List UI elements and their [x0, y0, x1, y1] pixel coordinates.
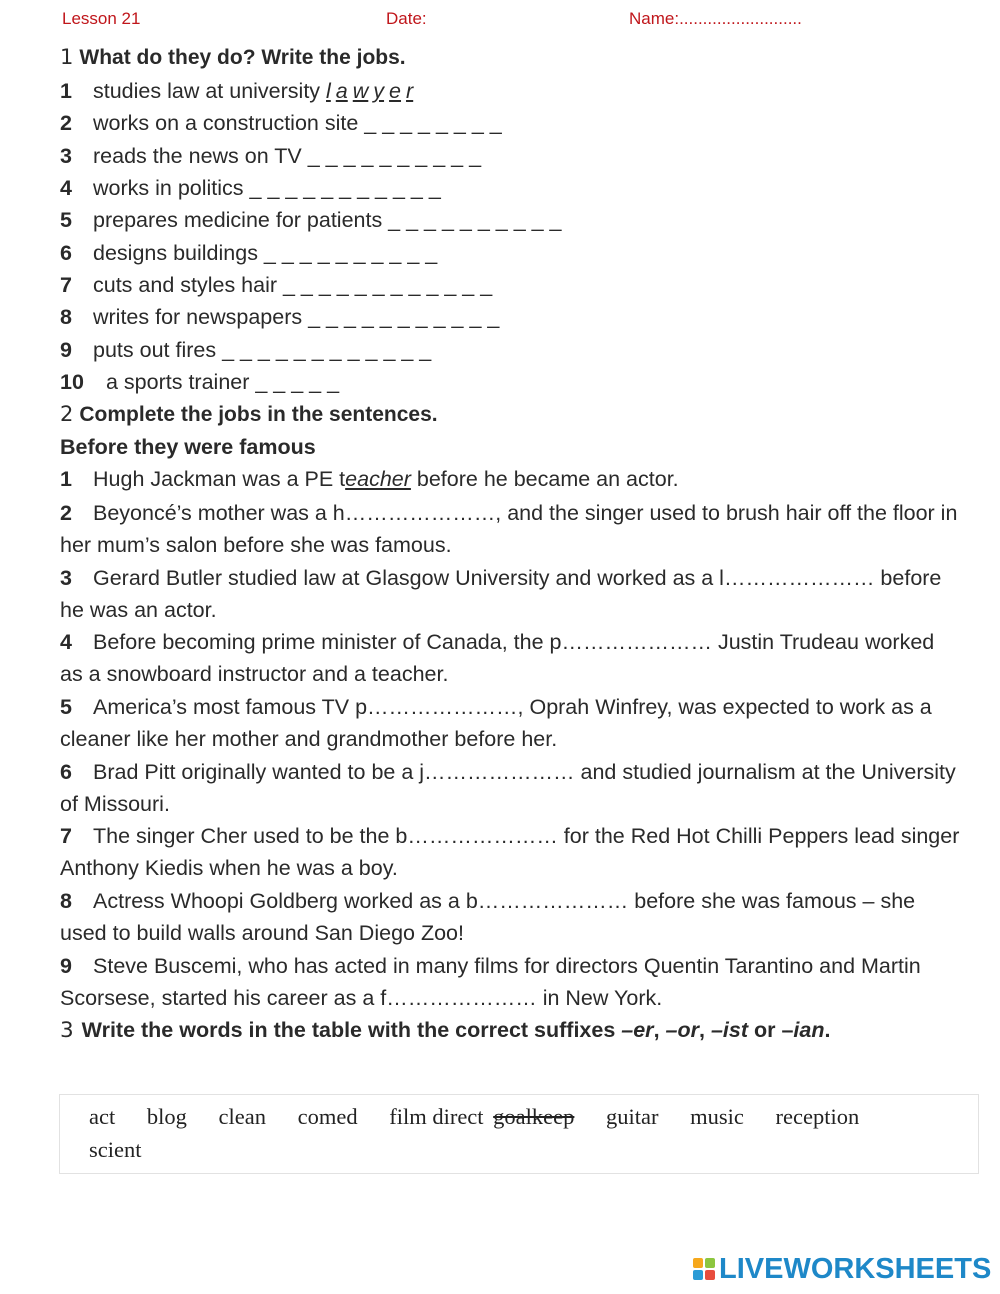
sentence-item[interactable] — [60, 756, 960, 821]
item-number: 4 — [60, 176, 72, 200]
sentence-item[interactable] — [60, 691, 960, 756]
item-number: 1 — [60, 467, 72, 491]
item-number: 5 — [60, 208, 72, 232]
word-list — [89, 1101, 929, 1166]
liveworksheets-logo — [693, 1254, 991, 1284]
sentence-text: Actress Whoopi Goldberg worked as a b………………… before she was famous – she used to build walls around San Diego Zoo! — [60, 889, 916, 946]
section-1-title — [60, 45, 406, 70]
item-text: cuts and styles hair _ _ _ _ _ _ _ _ _ _ _ _ — [93, 273, 493, 297]
exercise1-item[interactable] — [60, 273, 492, 298]
section-title-text: What do they do? Write the jobs. — [79, 46, 406, 69]
item-number: 4 — [60, 630, 72, 654]
exercise1-item[interactable] — [60, 370, 339, 395]
section-number: 1 — [60, 45, 74, 69]
exercise1-item[interactable] — [60, 241, 437, 266]
name-label: Name:.......................... — [629, 9, 802, 28]
exercise1-item[interactable] — [60, 111, 502, 136]
exercise1-item[interactable] — [60, 338, 431, 363]
word-item[interactable]: act — [89, 1104, 116, 1129]
item-text: studies law at university — [93, 79, 327, 103]
item-text: prepares medicine for patients _ _ _ _ _ _ _ _ _ _ — [93, 208, 562, 232]
exercise1-item[interactable] — [60, 144, 481, 169]
word-box — [59, 1094, 979, 1174]
item-number: 8 — [60, 305, 72, 329]
item-number: 2 — [60, 111, 72, 135]
sentence-text: The singer Cher used to be the b………………… for the Red Hot Chilli Peppers lead singer Anthony Kiedis when he was a boy. — [60, 824, 960, 881]
item-number: 2 — [60, 501, 72, 525]
item-number: 6 — [60, 241, 72, 265]
word-item[interactable]: scient — [89, 1136, 142, 1162]
sentence-item[interactable] — [60, 950, 960, 1015]
item-number: 7 — [60, 824, 72, 848]
brand-name: LIVEWORKSHEETS — [719, 1252, 992, 1285]
item-number: 9 — [60, 338, 72, 362]
item-text: a sports trainer _ _ _ _ _ — [106, 370, 340, 394]
item-number: 10 — [60, 370, 84, 394]
word-item[interactable]: clean — [218, 1104, 266, 1129]
sentence-text: Beyoncé’s mother was a h…………………, and the singer used to brush hair off the floor in her mum’s salon before she was famous. — [60, 501, 958, 558]
word-item[interactable]: comed — [297, 1104, 358, 1129]
word-item[interactable]: reception — [775, 1104, 860, 1129]
section-3-title: 3 Write the words in the table with the correct suffixes –er, –or, –ist or –ian. — [60, 1018, 831, 1043]
date-label: Date: — [386, 9, 427, 28]
lesson-label: Lesson 21 — [62, 9, 141, 28]
sentence-text: Before becoming prime minister of Canada, the p………………… Justin Trudeau worked as a snowboard instructor and a teacher. — [60, 630, 935, 687]
sentence-item[interactable] — [60, 885, 960, 950]
section-number: 3 — [60, 1018, 74, 1043]
item-number: 9 — [60, 954, 72, 978]
word-item[interactable]: blog — [146, 1104, 187, 1129]
logo-grid-icon — [693, 1258, 715, 1280]
section-number: 2 — [60, 402, 74, 426]
exercise1-item[interactable] — [60, 305, 499, 330]
item-number: 3 — [60, 144, 72, 168]
section-title-text: Complete the jobs in the sentences. — [79, 403, 438, 426]
sentence-text: Gerard Butler studied law at Glasgow University and worked as a l………………… before he was an actor. — [60, 566, 942, 623]
exercise1-item[interactable] — [60, 208, 562, 233]
item-text: reads the news on TV _ _ _ _ _ _ _ _ _ _ — [93, 144, 482, 168]
sentence-item[interactable] — [60, 497, 960, 562]
example-answer: eacher — [345, 467, 411, 491]
item-number: 6 — [60, 760, 72, 784]
word-item[interactable]: guitar — [606, 1104, 659, 1129]
exercise1-item[interactable] — [60, 176, 441, 201]
item-text: puts out fires _ _ _ _ _ _ _ _ _ _ _ _ — [93, 338, 432, 362]
word-item[interactable]: film direct — [389, 1104, 484, 1129]
item-text: writes for newspapers _ _ _ _ _ _ _ _ _ _ _ — [93, 305, 500, 329]
item-number: 7 — [60, 273, 72, 297]
exercise1-item — [60, 79, 418, 104]
item-text: works on a construction site _ _ _ _ _ _ _ _ — [93, 111, 502, 135]
sentence-text: Brad Pitt originally wanted to be a j………………… and studied journalism at the University of Missouri. — [60, 760, 956, 817]
item-text: designs buildings _ _ _ _ _ _ _ _ _ _ — [93, 241, 438, 265]
item-number: 3 — [60, 566, 72, 590]
item-text: works in politics _ _ _ _ _ _ _ _ _ _ _ — [93, 176, 441, 200]
sentence-item[interactable] — [60, 562, 960, 627]
sentence-item: 1 Hugh Jackman was a PE teacher before he became an actor. — [60, 467, 679, 491]
section-2-subtitle: Before they were famous — [60, 435, 316, 459]
example-answer: l a w y e r — [326, 79, 414, 103]
sentence-text: America’s most famous TV p…………………, Oprah Winfrey, was expected to work as a cleaner like her mother and grandmother before her. — [60, 695, 932, 752]
sentence-item[interactable] — [60, 820, 960, 885]
sentence-item[interactable] — [60, 626, 960, 691]
section-2-title — [60, 402, 438, 427]
item-number: 5 — [60, 695, 72, 719]
item-number: 1 — [60, 79, 72, 103]
sentence-text: Steve Buscemi, who has acted in many films for directors Quentin Tarantino and Martin Scorsese, started his career as a f………………… in New York. — [60, 954, 921, 1011]
item-number: 8 — [60, 889, 72, 913]
word-item-example: goalkeep — [493, 1104, 575, 1129]
word-item[interactable]: music — [690, 1104, 744, 1129]
